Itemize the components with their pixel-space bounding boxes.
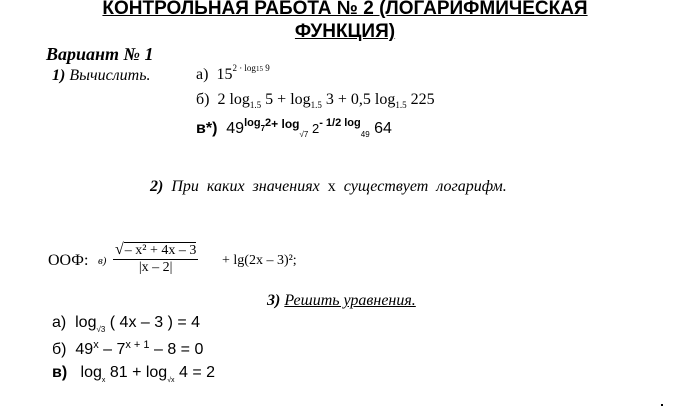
- oof-item-label: в): [98, 255, 107, 267]
- task2-variable: x: [327, 178, 336, 195]
- task3-item-b: б) $49^x - 7^{x + 1} - 8 = 0$: [52, 339, 204, 358]
- task2-number: 2): [150, 178, 164, 195]
- task1-a-exponent: 2 · log15 9: [232, 63, 270, 73]
- stray-dot: [661, 404, 663, 406]
- task1-label: Вычислить.: [69, 67, 151, 84]
- task1-a-base: 15: [216, 66, 233, 83]
- task2-line: 2) При каких значениях x существует логарифм.: [150, 178, 507, 195]
- task3-header: [267, 292, 416, 310]
- variant-heading: Вариант № 1: [46, 44, 154, 64]
- task1-item-c: в*) $49^{log_72+ log}_{√7}$ $2^{- 1/2 log}_{49}$ 64: [196, 117, 392, 139]
- task1-item-a: [196, 63, 270, 84]
- task3-label: Решить уравнения.: [284, 292, 416, 309]
- oof-plus-term: + lg(2x – 3)²;: [222, 253, 297, 268]
- title-line-1: КОНТРОЛЬНАЯ РАБОТА № 2 (ЛОГАРИФМИЧЕСКАЯ: [102, 0, 588, 19]
- task1-b-label: б): [196, 91, 210, 108]
- oof-denominator: |x – 2|: [113, 259, 198, 276]
- oof-sqrt-content: – x² + 4x – 3: [124, 243, 197, 258]
- title-line-2: ФУНКЦИЯ): [294, 21, 396, 42]
- oof-fraction: $\frac{\text{√– x² + 4x – 3}}{|x - 2|}$: [115, 241, 197, 275]
- task1-item-b: б) 2 $\log_{1.5} 5 + \log_{1.5} 3 + 0,5$ $\log_{1.5} 225$: [196, 91, 435, 110]
- oof-label: ООФ:: [48, 252, 89, 269]
- task3-item-c: в) $\log_x 81 + \log_{√x} 4 = 2$: [52, 364, 216, 384]
- task1-c-label: в*): [196, 120, 218, 137]
- task1-a-label: а): [196, 66, 209, 83]
- task3-number: 3): [267, 292, 281, 309]
- task3-item-a: а) $\log_{√3}$ ( 4x – 3 ) = 4: [52, 314, 201, 334]
- task1-number: 1): [52, 67, 66, 84]
- task1-header: [52, 67, 150, 85]
